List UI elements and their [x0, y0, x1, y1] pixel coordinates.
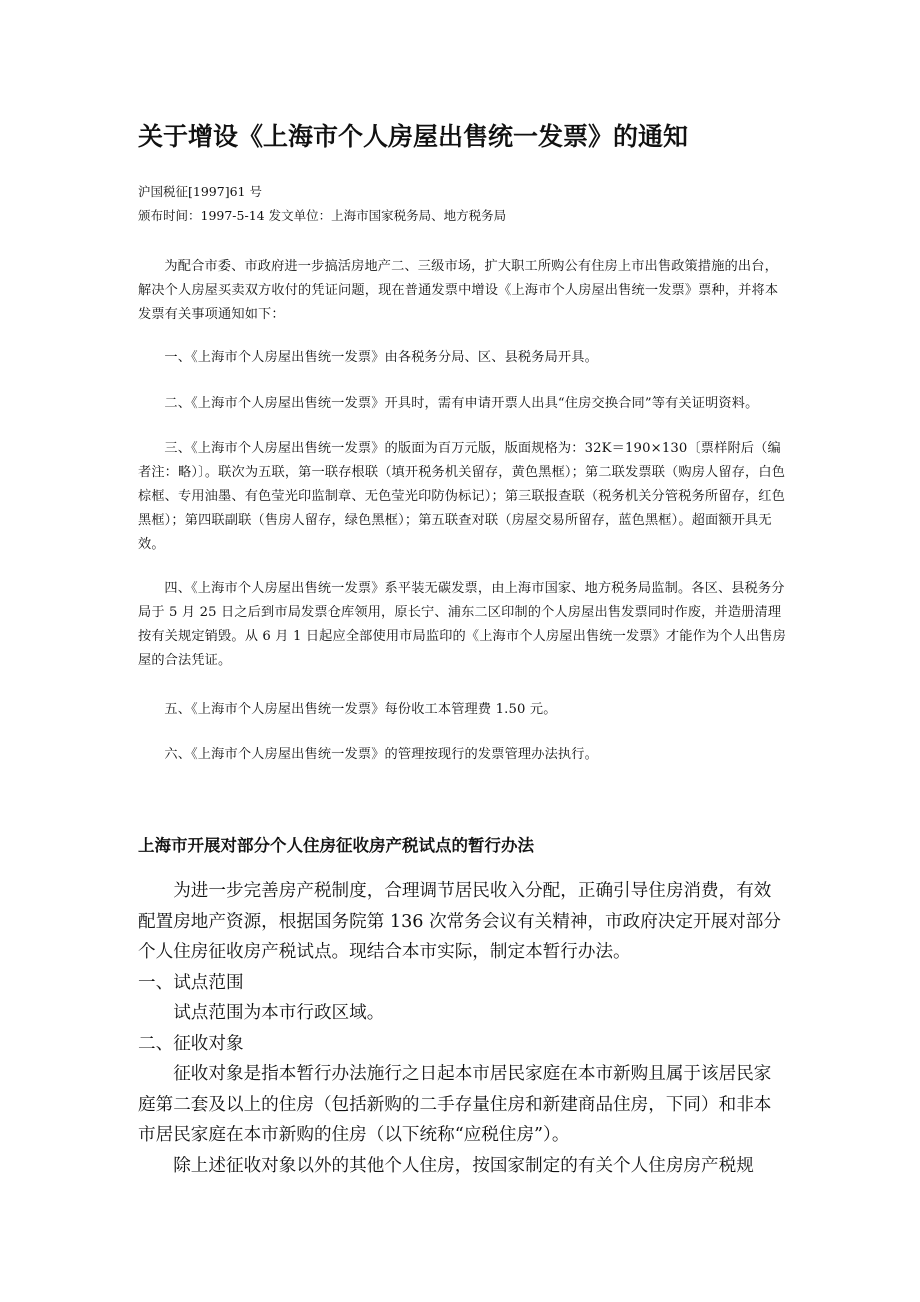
notice-intro-block — [138, 255, 788, 327]
measures-title: 上海市开展对部分个人住房征收房产税试点的暂行办法 — [138, 836, 534, 855]
measures-body — [138, 876, 788, 1181]
notice-item-1: 一、《上海市个人房屋出售统一发票》由各税务分局、区、县税务局开具。 — [164, 350, 598, 365]
notice-item-3: 三、《上海市个人房屋出售统一发票》的版面为百万元版，版面规格为：32K＝190×130〔票样附后（编者注：略）〕。联次为五联，第一联存根联（填开税务机关留存，黄色黑框）；第二联发票联（购房人留存，白色棕框、专用油墨、有色莹光印监制章、无色莹光印防伪标记）；第三联报查联（税务机关分管税务所留存，红色黑框）；第四联副联（售房人留存，绿色黑框）；第五联查对联（房屋交易所留存，蓝色黑框）。超面额开具无效。 — [138, 441, 786, 552]
notice-item-2-block — [138, 392, 788, 416]
notice-item-6: 六、《上海市个人房屋出售统一发票》的管理按现行的发票管理办法执行。 — [164, 747, 598, 762]
measures-intro: 为进一步完善房产税制度，合理调节居民收入分配，正确引导住房消费，有效配置房地产资源，根据国务院第 136 次常务会议有关精神，市政府决定开展对部分个人住房征收房产税试点。现结合本市实际，制定本暂行办法。 — [138, 881, 781, 962]
notice-item-6-block — [138, 743, 788, 767]
section1-text: 试点范围为本市行政区域。 — [173, 1003, 385, 1023]
notice-item-4: 四、《上海市个人房屋出售统一发票》系平装无碳发票，由上海市国家、地方税务局监制。各区、县税务分局于 5 月 25 日之后到市局发票仓库领用，原长宁、浦东二区印制的个人房屋出售发票同时作废，并造册清理按有关规定销毁。从 6 月 1 日起应全部使用市局监印的《上海市个人房屋出售统一发票》才能作为个人出售房屋的合法凭证。 — [138, 581, 786, 668]
section1-heading: 一、试点范围 — [138, 972, 244, 993]
notice-item-2: 二、《上海市个人房屋出售统一发票》开具时，需有申请开票人出具“住房交换合同”等有关证明资料。 — [164, 396, 759, 411]
issue-info: 颁布时间：1997-5-14 发文单位：上海市国家税务局、地方税务局 — [138, 208, 507, 223]
notice-item-5: 五、《上海市个人房屋出售统一发票》每份收工本管理费 1.50 元。 — [164, 702, 557, 717]
notice-item-4-block — [138, 577, 788, 673]
notice-intro: 为配合市委、市政府进一步搞活房地产二、三级市场，扩大职工所购公有住房上市出售政策措施的出台，解决个人房屋买卖双方收付的凭证问题，现在普通发票中增设《上海市个人房屋出售统一发票》票种，并将本发票有关事项通知如下： — [138, 259, 779, 322]
notice-item-3-block — [138, 437, 788, 557]
section2-heading: 二、征收对象 — [138, 1033, 244, 1054]
section2-text-1: 征收对象是指本暂行办法施行之日起本市居民家庭在本市新购且属于该居民家庭第二套及以上的住房（包括新购的二手存量住房和新建商品住房，下同）和非本市居民家庭在本市新购的住房（以下统称“应税住房”）。 — [138, 1064, 772, 1145]
doc-number: 沪国税征[1997]61 号 — [138, 184, 262, 199]
notice-item-1-block — [138, 346, 788, 370]
notice-item-5-block — [138, 698, 788, 722]
section2-text-2: 除上述征收对象以外的其他个人住房，按国家制定的有关个人住房房产税规 — [173, 1155, 754, 1176]
notice-title: 关于增设《上海市个人房屋出售统一发票》的通知 — [138, 122, 689, 151]
